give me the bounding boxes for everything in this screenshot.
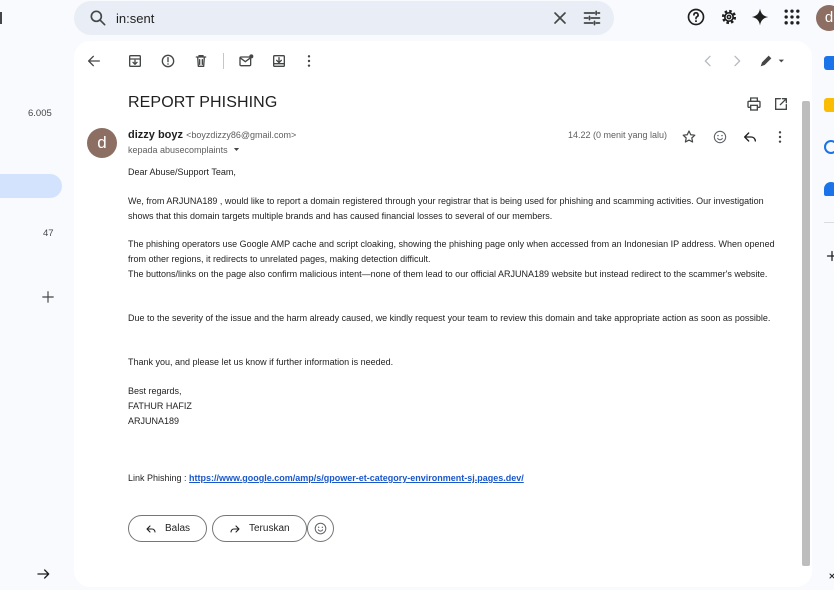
toolbar-divider	[223, 53, 224, 69]
menu-edge[interactable]	[0, 12, 2, 24]
back-arrow-icon[interactable]	[86, 53, 102, 69]
add-addon-icon[interactable]	[826, 250, 834, 262]
help-icon[interactable]	[686, 7, 706, 27]
star-icon[interactable]	[681, 129, 697, 145]
gemini-sparkle-icon[interactable]	[750, 7, 770, 27]
forward-icon	[229, 523, 241, 535]
archive-icon[interactable]	[127, 53, 143, 69]
input-tools-pencil-icon[interactable]	[758, 53, 786, 69]
scrollbar[interactable]	[802, 101, 810, 566]
recipient-text: kepada abusecomplaints	[128, 145, 228, 155]
print-icon[interactable]	[746, 96, 762, 112]
contacts-app-icon[interactable]	[824, 182, 834, 196]
search-input[interactable]	[116, 7, 536, 29]
reply-button-label: Balas	[165, 523, 191, 534]
account-avatar[interactable]: d	[816, 5, 834, 31]
sender-line[interactable]	[128, 129, 296, 141]
email-greeting: Dear Abuse/Support Team,	[128, 167, 236, 177]
more-vertical-icon[interactable]	[301, 53, 317, 69]
chevron-left-icon[interactable]	[700, 53, 716, 69]
sender-avatar[interactable]: d	[87, 128, 117, 158]
email-signoff: Best regards,	[128, 386, 182, 396]
email-paragraph-2a: The phishing operators use Google AMP cache and script cloaking, showing the phishing page only when accessed from an Indonesian IP address. When opened from other regions, it redirects to unrelated pages, making detection difficult.	[128, 239, 775, 264]
reply-button[interactable]	[128, 515, 207, 542]
forward-button-label: Teruskan	[249, 523, 290, 534]
more-vertical-icon[interactable]	[772, 129, 788, 145]
search-options-icon[interactable]	[582, 8, 602, 28]
move-to-icon[interactable]	[271, 53, 287, 69]
chevron-right-icon[interactable]	[729, 53, 745, 69]
reply-icon[interactable]	[742, 129, 758, 145]
report-spam-icon[interactable]	[160, 53, 176, 69]
mark-unread-icon[interactable]	[238, 53, 254, 69]
forward-button[interactable]	[212, 515, 307, 542]
phishing-link-line	[128, 473, 524, 483]
calendar-app-icon[interactable]	[824, 56, 834, 70]
email-paragraph-3: Due to the severity of the issue and the harm already caused, we kindly request your team to review this domain and take appropriate action as soon as possible.	[128, 313, 771, 323]
keep-app-icon[interactable]	[824, 98, 834, 112]
chevron-down-icon[interactable]	[232, 145, 241, 154]
arrow-right-icon[interactable]	[36, 566, 52, 582]
email-signature-name: FATHUR HAFIZ	[128, 401, 192, 411]
hide-side-panel-icon[interactable]	[828, 572, 834, 580]
email-paragraph-4: Thank you, and please let us know if further information is needed.	[128, 357, 394, 367]
close-icon[interactable]	[550, 8, 570, 28]
apps-grid-icon[interactable]	[782, 7, 802, 27]
email-paragraph-2b: The buttons/links on the page also confirm malicious intent—none of them lead to our official ARJUNA189 website but instead redirect to the scammer's website.	[128, 269, 768, 279]
delete-trash-icon[interactable]	[193, 53, 209, 69]
recipient-line[interactable]	[128, 145, 241, 155]
nav-count-other: 47	[43, 228, 54, 239]
open-new-window-icon[interactable]	[773, 96, 789, 112]
emoji-reaction-icon[interactable]	[712, 129, 728, 145]
search-bar[interactable]	[74, 1, 614, 35]
phishing-link-label: Link Phishing :	[128, 473, 190, 483]
emoji-reaction-button[interactable]	[307, 515, 334, 542]
search-icon[interactable]	[88, 8, 108, 28]
email-view	[74, 41, 812, 587]
email-signature-org: ARJUNA189	[128, 416, 180, 426]
email-subject: REPORT PHISHING	[128, 94, 278, 111]
side-panel-divider	[824, 222, 834, 223]
email-timestamp: 14.22 (0 menit yang lalu)	[568, 130, 668, 140]
emoji-icon	[313, 521, 328, 536]
phishing-link[interactable]: https://www.google.com/amp/s/gpower-et-category-environment-sj.pages.dev/	[189, 473, 524, 483]
sender-email: <boyzdizzy86@gmail.com>	[186, 130, 297, 140]
settings-gear-icon[interactable]	[719, 7, 739, 27]
sender-name[interactable]: dizzy boyz	[128, 129, 184, 141]
tasks-app-icon[interactable]	[824, 140, 834, 154]
nav-count-inbox: 6.005	[28, 108, 52, 119]
sidebar-item-sent[interactable]	[0, 174, 62, 198]
add-label-icon[interactable]	[41, 290, 55, 304]
reply-icon	[145, 523, 157, 535]
email-paragraph-1: We, from ARJUNA189 , would like to report a domain registered through your registrar that is being used for phishing and scamming activities. Our investigation shows that this domain targets multiple brands and has caused financial losses to several of our members.	[128, 196, 764, 221]
